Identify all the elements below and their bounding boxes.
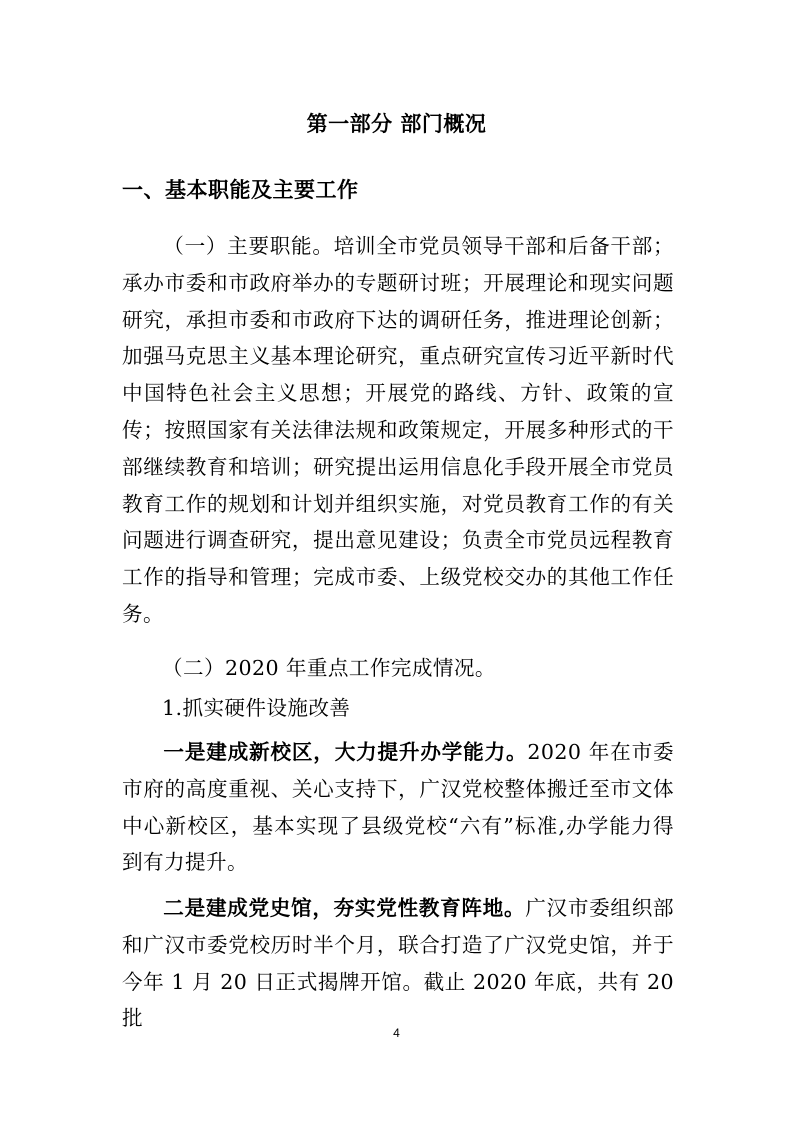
item-heading: 1.抓实硬件设施改善 xyxy=(162,696,351,720)
functions-paragraph xyxy=(122,228,674,633)
page-title: 第一部分 部门概况 xyxy=(306,112,487,136)
paragraph-party-history-hall xyxy=(122,890,674,1037)
functions-paragraph-text: （一）主要职能。培训全市党员领导干部和后备干部；承办市委和市政府举办的专题研讨班；开展理论和现实问题研究，承担市委和市政府下达的调研任务，推进理论创新；加强马克思主义基本理论研究，重点研究宣传习近平新时代中国特色社会主义思想；开展党的路线、方针、政策的宣传；按照国家有关法律法规和政策规定，开展多种形式的干部继续教育和培训；研究提出运用信息化手段开展全市党员教育工作的规划和计划并组织实施，对党员教育工作的有关问题进行调查研究，提出意见建设；负责全市党员远程教育工作的指导和管理；完成市委、上级党校交办的其他工作任务。 xyxy=(122,234,674,626)
section-heading: 一、基本职能及主要工作 xyxy=(122,178,359,202)
subsection-heading: （二）2020 年重点工作完成情况。 xyxy=(162,656,496,680)
paragraph-new-campus-lead: 一是建成新校区，大力提升办学能力。 xyxy=(163,740,528,764)
paragraph-new-campus-text: 2020 年在市委市府的高度重视、关心支持下，广汉党校整体搬迁至市文体中心新校区，基本实现了县级党校“六有”标准,办学能力得到有力提升。 xyxy=(122,740,674,875)
page-number: 4 xyxy=(393,1026,400,1040)
paragraph-party-history-hall-lead: 二是建成党史馆，夯实党性教育阵地。 xyxy=(163,896,526,920)
paragraph-party-history-hall-text: 广汉市委组织部和广汉市委党校历时半个月，联合打造了广汉党史馆，并于今年 1 月 20 日正式揭牌开馆。截止 2020 年底，共有 20 批 xyxy=(122,896,674,1031)
paragraph-new-campus xyxy=(122,734,674,881)
